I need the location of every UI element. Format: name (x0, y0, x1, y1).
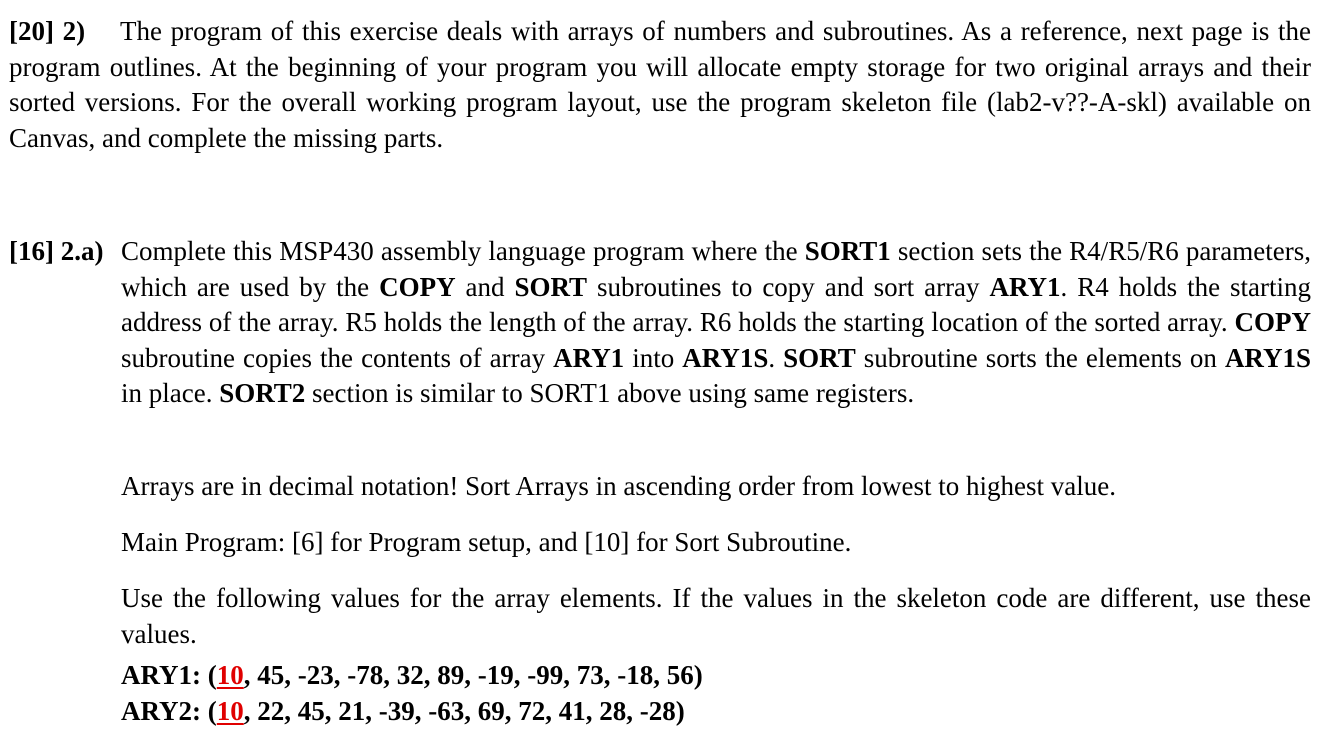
part-a-text: Complete this MSP430 assembly language program where the (121, 236, 805, 266)
part-a-text: subroutine copies the contents of array (121, 342, 554, 373)
ary1-values (121, 658, 703, 694)
keyword-sort: SORT (783, 342, 856, 373)
part-a-text: section is similar to SORT1 above using same registers. (305, 378, 915, 408)
part-a-text: subroutines to copy and sort array (587, 271, 990, 302)
keyword-ary1s: ARY1S (682, 342, 769, 373)
part-a-text: . R4 holds the starting address of the array. R5 holds the length of the array. R6 holds the starting location of the sorted array. (121, 271, 1312, 337)
keyword-ary1s: ARY1S (1224, 342, 1311, 373)
ary1-count-highlight: 10 (216, 660, 244, 690)
ary2-count-highlight: 10 (216, 696, 244, 726)
keyword-sort1: SORT1 (804, 236, 891, 266)
part-a-label: [16] 2.a) (9, 236, 104, 266)
keyword-sort: SORT (514, 271, 588, 302)
keyword-sort2: SORT2 (219, 378, 306, 408)
decimal-notation-note: Arrays are in decimal notation! Sort Arrays in ascending order from lowest to highest value. (121, 471, 1116, 501)
keyword-ary1: ARY1 (989, 271, 1061, 302)
ary2-label: ARY2: ( (121, 696, 217, 726)
part-a-text: subroutine sorts the elements on (855, 342, 1225, 373)
part-a-paragraph (121, 234, 1311, 412)
grading-note: Main Program: [6] for Program setup, and [10] for Sort Subroutine. (121, 527, 852, 557)
keyword-ary1: ARY1 (553, 342, 625, 373)
part-a-text: and (455, 271, 515, 302)
problem-intro-paragraph (9, 14, 1311, 156)
ary2-values (121, 694, 685, 730)
part-a-text: . (768, 342, 784, 373)
keyword-copy: COPY (379, 271, 456, 302)
ary2-elements: , 22, 45, 21, -39, -63, 69, 72, 41, 28, -28) (243, 696, 685, 726)
ary1-elements: , 45, -23, -78, 32, 89, -19, -99, 73, -18, 56) (243, 660, 703, 690)
problem-points: [20] 2) (9, 16, 86, 46)
ary1-label: ARY1: ( (121, 660, 217, 690)
part-a-text: section sets the R4/R5/R6 parameters, which are used by the (121, 236, 1311, 302)
part-a-text: in place. (121, 378, 220, 408)
problem-intro-text: The program of this exercise deals with arrays of numbers and subroutines. As a reference, next page is the program outlines. At the beginning of your program you will allocate empty storage for two original arrays and their sorted versions. For the overall working program layout, use the program skeleton file (lab2-v??-A-skl) available on Canvas, and complete the missing parts. (9, 16, 1312, 153)
keyword-copy: COPY (1234, 307, 1311, 337)
values-instruction: Use the following values for the array elements. If the values in the skeleton code are different, use these values. (121, 583, 1311, 649)
part-a-text: into (624, 342, 683, 373)
